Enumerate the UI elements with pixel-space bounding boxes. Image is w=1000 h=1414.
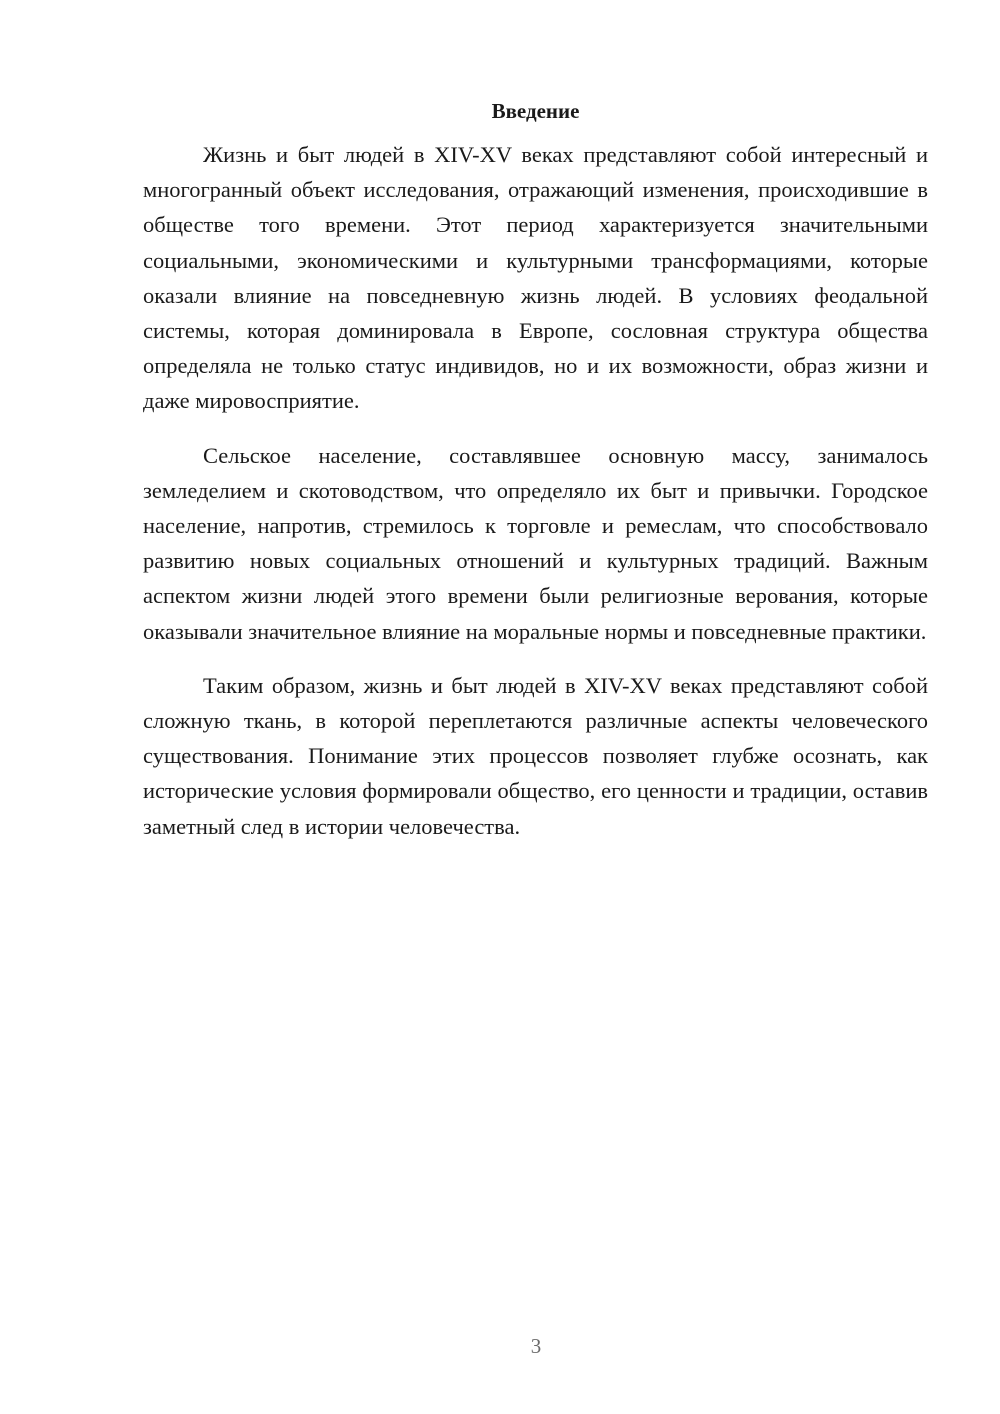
- paragraph-2: Сельское население, составлявшее основную массу, занималось земледелием и скотоводством, что определяло их быт и привычки. Городское население, напротив, стремилось к торговле и ремеслам, что способствовало развитию новых социальных отношений и культурных традиций. Важным аспектом жизни людей этого времени были религиозные верования, которые оказывали значительное влияние на моральные нормы и повседневные практики.: [143, 442, 928, 644]
- section-title: Введение: [491, 99, 580, 123]
- page-body: [143, 96, 928, 863]
- paragraph-3: Таким образом, жизнь и быт людей в XIV-XV веках представляют собой сложную ткань, в которой переплетаются различные аспекты человеческого существования. Понимание этих процессов позволяет глубже осознать, как исторические условия формировали общество, его ценности и традиции, оставив заметный след в истории человечества.: [143, 672, 928, 839]
- paragraph-1: Жизнь и быт людей в XIV-XV веках представляют собой интересный и многогранный объект исследования, отражающий изменения, происходившие в обществе того времени. Этот период характеризуется значительными социальными, экономическими и культурными трансформациями, которые оказали влияние на повседневную жизнь людей. В условиях феодальной системы, которая доминировала в Европе, сословная структура общества определяла не только статус индивидов, но и их возможности, образ жизни и даже мировосприятие.: [143, 142, 928, 414]
- page-number: 3: [530, 1334, 542, 1358]
